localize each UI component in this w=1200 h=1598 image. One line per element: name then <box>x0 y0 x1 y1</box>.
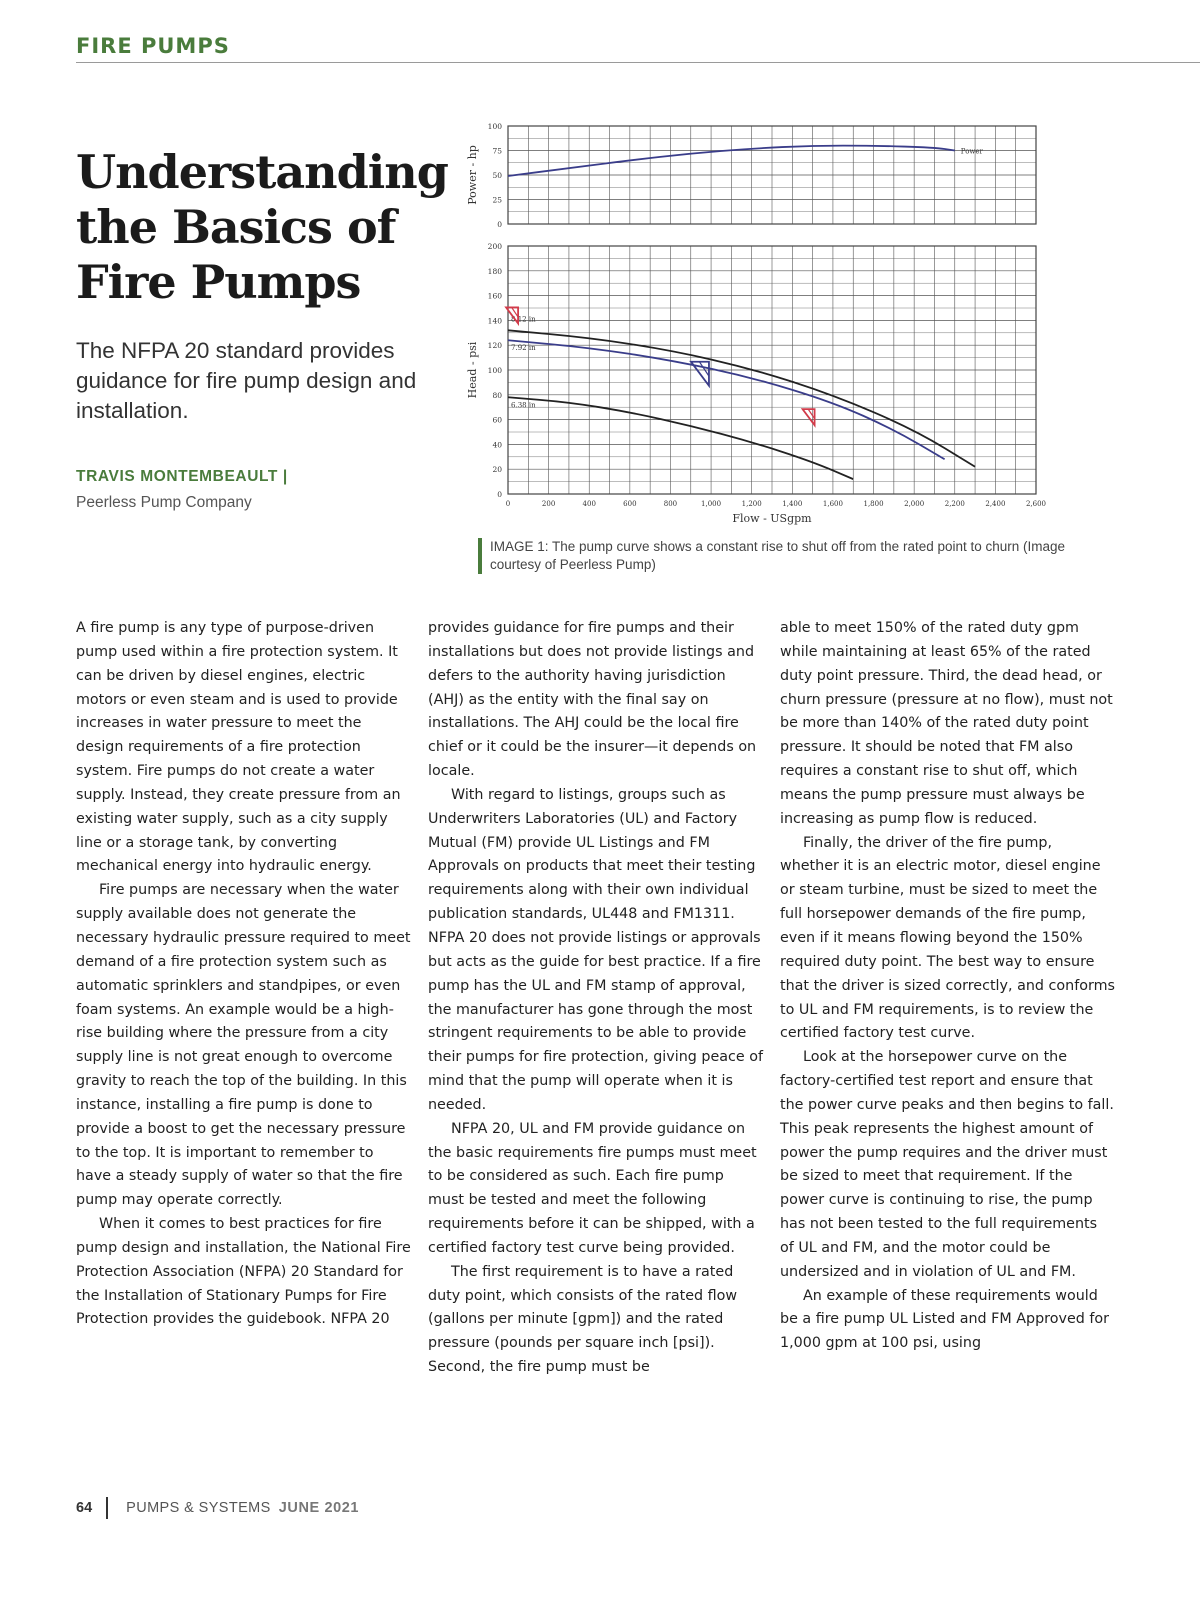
paragraph: NFPA 20, UL and FM provide guidance on the basic requirements fire pumps must meet to be considered as such. Each fire pump must be tested and meet the following requirements before it can be shipped, with a certified factory test curve being provided. <box>428 1120 757 1256</box>
y-tick-label: 80 <box>492 390 502 400</box>
y-tick-label: 60 <box>492 415 502 425</box>
y-tick-label: 140 <box>487 316 502 326</box>
x-tick-label: 400 <box>582 500 596 508</box>
author-name: TRAVIS MONTEMBEAULT | <box>76 468 288 485</box>
x-tick-label: 2,200 <box>944 500 965 508</box>
series-label: 7.92 in <box>511 344 536 353</box>
y-tick-label: 50 <box>492 171 502 180</box>
series-line <box>508 330 975 466</box>
x-tick-label: 1,600 <box>822 500 843 508</box>
y-tick-label: 40 <box>492 440 502 450</box>
x-tick-label: 2,400 <box>985 500 1006 508</box>
x-tick-label: 2,600 <box>1025 500 1047 508</box>
x-tick-label: 200 <box>541 500 556 508</box>
series-line <box>508 397 853 479</box>
y-tick-label: 75 <box>492 146 502 156</box>
section-label: FIRE PUMPS <box>76 34 230 58</box>
issue-date: JUNE 2021 <box>278 1500 360 1516</box>
paragraph: provides guidance for fire pumps and their installations but does not provide listings and defers to the authority having jurisdiction (AHJ) as the entity with the final say on installations. The AHJ could be the local fire chief or it could be the insurer—it depends on locale. <box>428 620 757 780</box>
series-label: 8.12 in <box>511 315 536 324</box>
y-tick-label: 200 <box>487 242 502 251</box>
y-tick-label: 120 <box>487 341 502 351</box>
body-column-2 <box>428 617 763 1380</box>
x-tick-label: 1,400 <box>782 500 803 508</box>
y-axis-label: Power - hp <box>466 145 479 205</box>
rated-point-marker <box>691 362 709 386</box>
paragraph: When it comes to best practices for fire pump design and installation, the National Fire Protection Association (NFPA) 20 Standard for the Installation of Stationary Pumps for Fire Protection provides the guidebook. NFPA 20 <box>76 1216 411 1328</box>
author-company: Peerless Pump Company <box>76 494 252 511</box>
series-line <box>508 340 945 459</box>
paragraph: able to meet 150% of the rated duty gpm while maintaining at least 65% of the rated duty point pressure. Third, the dead head, or churn pressure (pressure at no flow), must not be more than 140% of the rated duty point pressure. It should be noted that FM also requires a constant rise to shut off, which means the pump pressure must always be increasing as pump flow is reduced. <box>780 620 1113 827</box>
x-tick-label: 800 <box>663 500 678 508</box>
x-tick-label: 1,000 <box>701 500 722 508</box>
y-tick-label: 160 <box>487 291 502 301</box>
paragraph: The first requirement is to have a rated duty point, which consists of the rated flow (gallons per minute [gpm]) and the rated pressure (pounds per square inch [psi]). Second, the fire pump must be <box>428 1263 738 1376</box>
magazine-name: PUMPS & SYSTEMS <box>126 1500 271 1516</box>
body-column-1 <box>76 617 411 1332</box>
y-tick-label: 100 <box>487 122 502 131</box>
paragraph: With regard to listings, groups such as Underwriters Laboratories (UL) and Factory Mutual (FM) provide UL Listings and FM Approvals on products that meet their testing requirements along with their own individual publication standards, UL448 and FM1311. NFPA 20 does not provide listings or approvals but acts as the guide for best practice. If a fire pump has the UL and FM stamp of approval, the manufacturer has gone through the most stringent requirements to be able to provide their pumps for fire protection, giving peace of mind that the pump will operate when it is needed. <box>428 786 763 1113</box>
y-tick-label: 20 <box>492 465 502 475</box>
article-title: Understanding the Basics of Fire Pumps <box>76 145 448 309</box>
paragraph: Fire pumps are necessary when the water supply available does not generate the necessary hydraulic pressure required to meet demand of a fire protection system such as automatic sprinklers and standpipes, or even foam systems. An example would be a high-rise building where the pressure from a city supply line is not great enough to overcome gravity to reach the top of the building. In this instance, installing a fire pump is done to provide a boost to get the necessary pressure to the top. It is important to remember to have a steady supply of water so that the fire pump may operate correctly. <box>76 882 411 1209</box>
x-tick-label: 2,000 <box>904 500 925 508</box>
paragraph: A fire pump is any type of purpose-driven pump used within a fire protection system. It can be driven by diesel engines, electric motors or even steam and is used to provide increases in water pressure to meet the design requirements of a fire protection system. Fire pumps do not create a water supply. Instead, they create pressure from an existing water supply, such as a city supply line or a storage tank, by converting mechanical energy into hydraulic energy. <box>76 620 401 875</box>
footer-divider <box>106 1497 108 1519</box>
x-axis-label: Flow - USgpm <box>732 512 812 525</box>
paragraph: An example of these requirements would be a fire pump UL Listed and FM Approved for 1,000 gpm at 100 psi, using <box>780 1287 1110 1352</box>
series-label: Power <box>960 147 983 156</box>
section-divider <box>76 62 1200 63</box>
x-tick-label: 600 <box>623 500 637 508</box>
y-tick-label: 100 <box>487 366 502 375</box>
series-label: 6.38 in <box>511 401 536 410</box>
pump-curve-chart <box>456 112 1066 532</box>
x-tick-label: 0 <box>505 500 511 508</box>
x-tick-label: 1,200 <box>741 500 762 508</box>
paragraph: Look at the horsepower curve on the factory-certified test report and ensure that the power curve peaks and then begins to fall. This peak represents the highest amount of power the pump requires and the driver must be sized to meet that requirement. If the power curve is continuing to rise, the pump has not been tested to the full requirements of UL and FM, and the motor could be undersized and in violation of UL and FM. <box>780 1049 1114 1280</box>
y-tick-label: 0 <box>497 490 502 499</box>
y-axis-label: Head - psi <box>466 341 479 399</box>
page-footer <box>76 1497 359 1519</box>
body-column-3 <box>780 617 1115 1356</box>
article-subtitle: The NFPA 20 standard provides guidance for fire pump design and installation. <box>76 338 417 423</box>
y-tick-label: 25 <box>492 195 502 205</box>
paragraph: Finally, the driver of the fire pump, whether it is an electric motor, diesel engine or steam turbine, must be sized to meet the full horsepower demands of the fire pump, even if it means flowing beyond the 150% required duty point. The best way to ensure that the driver is sized correctly, and conforms to UL and FM requirements, is to review the certified factory test curve. <box>780 834 1115 1042</box>
y-tick-label: 180 <box>487 266 502 276</box>
page-number: 64 <box>76 1500 93 1516</box>
x-tick-label: 1,800 <box>863 500 884 508</box>
figure-caption: IMAGE 1: The pump curve shows a constant rise to shut off from the rated point to churn (Image courtesy of Peerless Pump) <box>478 538 1070 574</box>
y-tick-label: 0 <box>497 220 502 229</box>
